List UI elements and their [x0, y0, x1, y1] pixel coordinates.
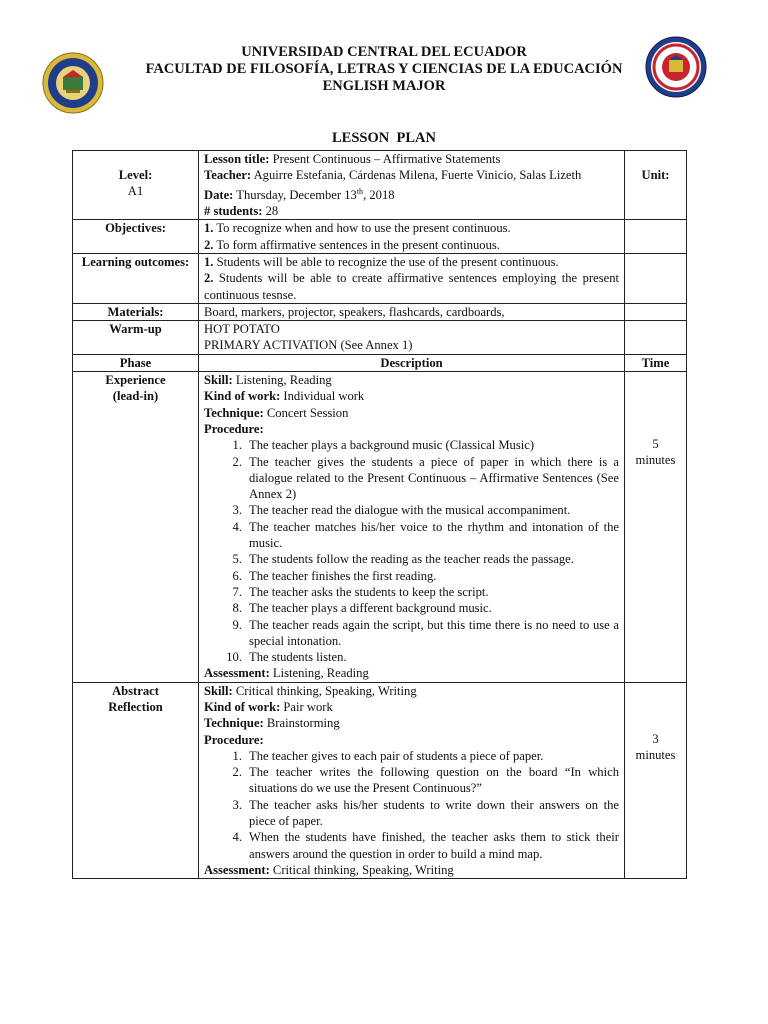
abstract-phase-row: [73, 682, 687, 879]
step-number: 4.: [232, 830, 242, 845]
objectives-label: Objectives:: [73, 220, 199, 254]
time-value: 3: [652, 731, 659, 746]
procedure-step: [204, 584, 619, 600]
procedure-step: [204, 568, 619, 584]
lesson-plan-title: LESSON PLAN: [332, 130, 436, 146]
technique-value: Brainstorming: [263, 716, 340, 731]
procedure-list: [204, 437, 619, 665]
university-name: UNIVERSIDAD CENTRAL DEL ECUADOR: [241, 44, 527, 60]
warmup-row: [73, 321, 687, 355]
kind-value: Individual work: [280, 389, 365, 404]
outcome-number: 1.: [204, 254, 214, 269]
outcomes-cell: [199, 253, 625, 303]
procedure-step: [204, 502, 619, 518]
step-text: The teacher finishes the first reading.: [249, 568, 437, 583]
phase-label-line: Abstract: [112, 683, 159, 698]
procedure-list: [204, 748, 619, 862]
step-text: The teacher reads again the script, but this time there is no need to use a special intonation.: [249, 617, 619, 648]
step-number: 1.: [232, 438, 242, 453]
procedure-step: [204, 649, 619, 665]
procedure-step: [204, 617, 619, 650]
objectives-row: [73, 220, 687, 254]
step-number: 2.: [232, 454, 242, 469]
technique-value: Concert Session: [263, 405, 349, 420]
lesson-plan-table: [72, 150, 687, 879]
materials-value: Board, markers, projector, speakers, flashcards, cardboards,: [199, 303, 625, 320]
objectives-cell: [199, 220, 625, 254]
procedure-step: [204, 551, 619, 567]
kind-label: Kind of work:: [204, 389, 281, 404]
level-value: A1: [127, 184, 144, 199]
abstract-time: [625, 682, 687, 879]
phase-column-header: Phase: [73, 354, 199, 371]
empty-cell: [625, 303, 687, 320]
outcome-text: Students will be able to recognize the use of the present continuous.: [213, 254, 559, 269]
experience-description: [199, 372, 625, 683]
outcome-number: 2.: [204, 271, 214, 286]
time-column-header: Time: [625, 354, 687, 371]
description-column-header: Description: [199, 354, 625, 371]
step-number: 2.: [232, 765, 242, 780]
time-unit: minutes: [635, 747, 676, 762]
step-text: The teacher asks his/her students to write down their answers on the piece of paper.: [249, 797, 619, 829]
phase-label-line: Experience: [105, 373, 166, 388]
step-number: 3.: [232, 503, 242, 518]
step-text: The students listen.: [249, 650, 347, 665]
kind-label: Kind of work:: [204, 699, 281, 714]
assessment-value: Critical thinking, Speaking, Writing: [269, 862, 454, 877]
technique-label: Technique:: [204, 405, 264, 420]
lesson-title-label: Lesson title:: [204, 152, 270, 166]
step-text: The teacher writes the following question on the board “In which situations do we use the Present Continuous?”: [249, 765, 619, 796]
abstract-description: [199, 682, 625, 879]
faculty-name: FACULTAD DE FILOSOFÍA, LETRAS Y CIENCIAS DE LA EDUCACIÓN: [145, 61, 623, 77]
level-label: Level:: [118, 168, 153, 182]
outcomes-label: Learning outcomes:: [73, 253, 199, 303]
step-number: 6.: [232, 568, 242, 583]
major-name: ENGLISH MAJOR: [322, 78, 446, 94]
step-text: The teacher read the dialogue with the musical accompaniment.: [249, 503, 571, 518]
step-number: 9.: [232, 617, 242, 632]
unit-label: Unit:: [625, 151, 687, 220]
date-value: Thursday, December 13: [233, 187, 357, 202]
warmup-activity: HOT POTATO: [204, 322, 280, 337]
outcomes-row: [73, 253, 687, 303]
date-year: , 2018: [363, 187, 395, 202]
procedure-step: [204, 764, 619, 797]
students-value: 28: [262, 204, 279, 219]
step-number: 3.: [232, 797, 242, 812]
skill-value: Listening, Reading: [232, 373, 332, 388]
step-number: 8.: [232, 601, 242, 616]
students-label: # students:: [204, 204, 263, 219]
date-suffix: th: [356, 186, 364, 196]
teacher-label: Teacher:: [204, 168, 252, 183]
skill-label: Skill:: [204, 373, 233, 388]
outcome-text: Students will be able to create affirmative sentences employing the present continuous tesnse.: [204, 271, 619, 302]
kind-value: Pair work: [280, 699, 333, 714]
step-text: The teacher gives the students a piece of paper in which there is a dialogue related to the Present Continuous – Affirmative Sentences (See Annex 2): [249, 454, 619, 502]
procedure-label: Procedure:: [204, 732, 264, 747]
empty-cell: [625, 321, 687, 355]
technique-label: Technique:: [204, 716, 264, 731]
teacher-value: Aguirre Estefania, Cárdenas Milena, Fuerte Vinicio, Salas Lizeth: [251, 168, 582, 183]
procedure-step: [204, 829, 619, 862]
step-text: The teacher plays a background music (Classical Music): [249, 438, 535, 453]
abstract-phase-label: [73, 682, 199, 879]
warmup-cell: [199, 321, 625, 355]
skill-value: Critical thinking, Speaking, Writing: [232, 683, 417, 698]
lesson-info-cell: [199, 151, 625, 220]
experience-phase-row: [73, 372, 687, 683]
document-header: [0, 44, 768, 95]
step-number: 4.: [232, 519, 242, 534]
skill-label: Skill:: [204, 683, 233, 698]
time-unit: minutes: [635, 453, 676, 468]
experience-time: [625, 372, 687, 683]
level-row: [73, 151, 687, 220]
procedure-step: [204, 454, 619, 503]
materials-label: Materials:: [73, 303, 199, 320]
step-number: 1.: [232, 748, 242, 763]
empty-cell: [625, 220, 687, 254]
date-label: Date:: [204, 187, 234, 202]
lesson-title-value: Present Continuous – Affirmative Statements: [269, 152, 501, 166]
step-text: The teacher plays a different background music.: [249, 601, 492, 616]
step-number: 5.: [232, 552, 242, 567]
assessment-label: Assessment:: [204, 666, 270, 681]
procedure-step: [204, 748, 619, 764]
phase-label-line: (lead-in): [112, 389, 159, 404]
assessment-label: Assessment:: [204, 862, 270, 877]
warmup-activation: PRIMARY ACTIVATION (See Annex 1): [204, 338, 413, 353]
procedure-step: [204, 600, 619, 616]
step-text: The teacher matches his/her voice to the rhythm and intonation of the music.: [249, 519, 619, 551]
materials-row: [73, 303, 687, 320]
step-number: 10.: [226, 650, 242, 665]
step-text: The teacher gives to each pair of students a piece of paper.: [249, 748, 544, 763]
procedure-step: [204, 519, 619, 552]
time-value: 5: [652, 437, 659, 452]
empty-cell: [625, 253, 687, 303]
objective-number: 2.: [204, 237, 214, 252]
phase-header-row: [73, 354, 687, 371]
level-cell: [73, 151, 199, 220]
step-number: 7.: [232, 584, 242, 599]
procedure-label: Procedure:: [204, 421, 264, 436]
objective-text: To form affirmative sentences in the present continuous.: [213, 237, 500, 252]
step-text: The teacher asks the students to keep the script.: [249, 584, 489, 599]
warmup-label: Warm-up: [73, 321, 199, 355]
assessment-value: Listening, Reading: [269, 666, 369, 681]
objective-number: 1.: [204, 221, 214, 236]
objective-text: To recognize when and how to use the present continuous.: [213, 221, 511, 236]
procedure-step: [204, 797, 619, 830]
phase-label-line: Reflection: [108, 699, 163, 714]
step-text: When the students have finished, the teacher asks them to stick their answers around the question in order to build a mind map.: [249, 830, 619, 861]
experience-phase-label: [73, 372, 199, 683]
procedure-step: [204, 437, 619, 453]
step-text: The students follow the reading as the teacher reads the passage.: [249, 552, 574, 567]
